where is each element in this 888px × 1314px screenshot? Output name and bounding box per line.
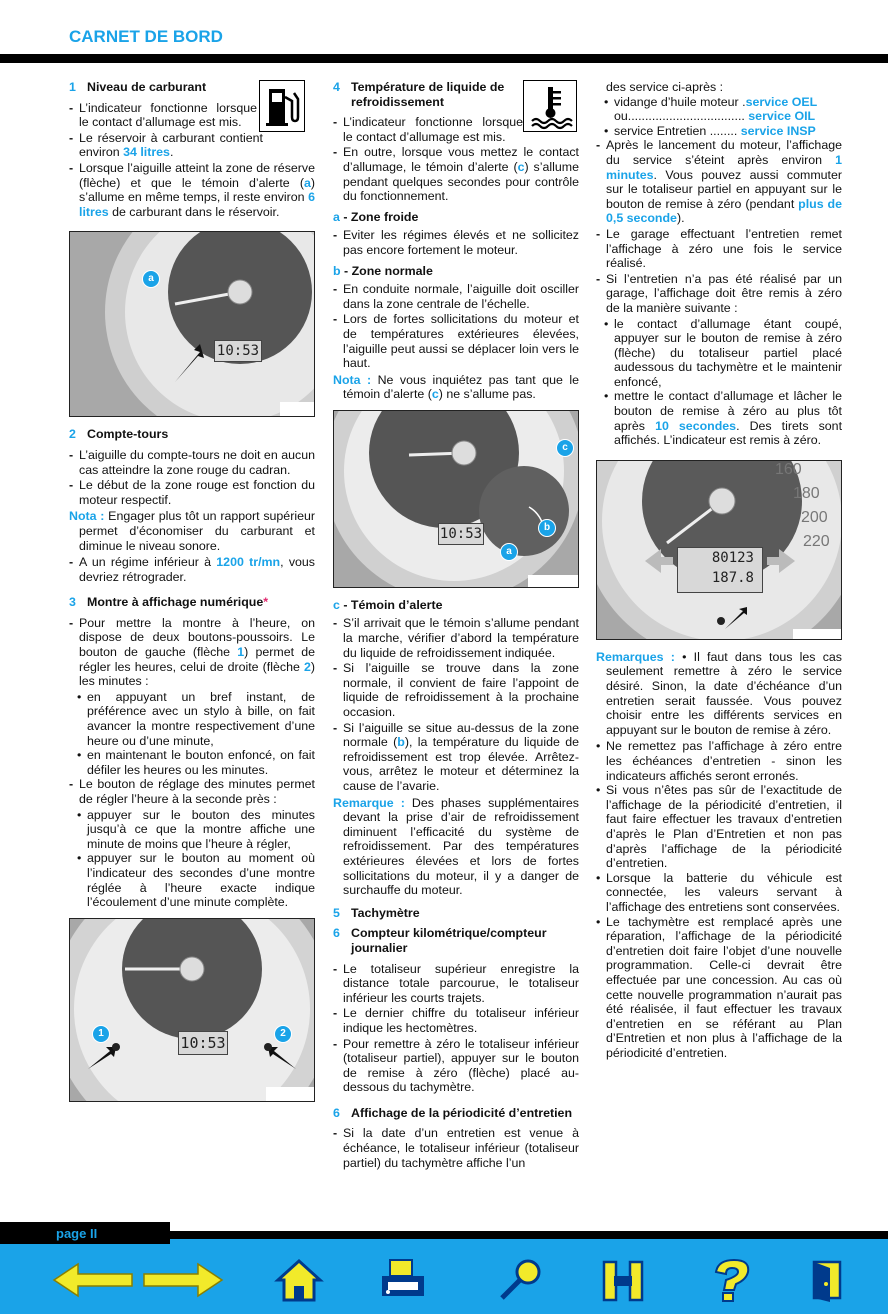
list-item: - L’aiguille du compte-tours ne doit en aucun cas atteindre la zone rouge du cadran.: [69, 448, 315, 477]
bullet: • Si vous n’êtes pas sûr de l’exactitude de l’affichage de la périodicité d’entretien, il faut faire effectuer les travaux d’entretien d’après le Plan d’Entretien et non pas d’après l’affichage de la périodicité d’entretien.: [596, 783, 842, 871]
arrow-left-icon[interactable]: [52, 1258, 134, 1302]
callout-c: c: [556, 439, 574, 457]
section-4-heading: 4 Température de liquide de refroidissement: [333, 80, 505, 109]
list-item: - Si l’aiguille se situe au-dessus de la zone normale (b), la température du liquide de refroidissement est trop élevée. Arrêtez-vous, arrêtez le moteur et déterminez la cause de l’avarie.: [333, 721, 579, 794]
page-title: CARNET DE BORD: [69, 27, 223, 46]
clock-display: 10:53: [178, 1031, 228, 1055]
callout-b: b: [538, 519, 556, 537]
list-item: - En conduite normale, l’aiguille doit osciller dans la zone centrale de l’échelle.: [333, 282, 579, 311]
fuel-gauge-photo: [69, 231, 315, 417]
section-3-heading: 3 Montre à affichage numérique*: [69, 595, 269, 610]
list-item: - Le réservoir à carburant contient environ 34 litres.: [69, 131, 263, 160]
bullet: • Lorsque la batterie du véhicule est connectée, les valeurs servant à l’affichage des entretiens sont conservées.: [596, 871, 842, 915]
list-item: - Le début de la zone rouge est fonction du moteur respectif.: [69, 478, 315, 507]
zone-b-heading: b - Zone normale: [333, 263, 433, 278]
column-3: [596, 80, 842, 1060]
list-item: - Si l’entretien n’a pas été réalisé par un garage, l’affichage doit être remis à zéro de la manière suivante :: [596, 272, 842, 316]
section-6b-heading: 6 Affichage de la périodicité d’entretien: [333, 1105, 573, 1120]
note: Nota : Engager plus tôt un rapport supérieur permet d’économiser du carburant et diminue le niveau sonore.: [69, 509, 315, 553]
search-icon[interactable]: [496, 1258, 546, 1302]
list-item: - L’indicateur fonctionne lorsque le contact d’allumage est mis.: [69, 101, 257, 130]
list-item: - A un régime inférieur à 1200 tr/mn, vous devriez rétrograder.: [69, 555, 315, 584]
callout-2: 2: [274, 1025, 292, 1043]
list-item: - S’il arrivait que le témoin s’allume pendant la marche, vérifier d’abord la température du liquide de refroidissement indiquée.: [333, 616, 579, 660]
bullet: • appuyer sur le bouton des minutes jusqu’à ce que la montre affiche une minute de moins que l’heure à régler,: [69, 808, 315, 852]
odometer-photo: [596, 460, 842, 640]
printer-icon[interactable]: [378, 1258, 428, 1302]
tick-label: 220: [803, 532, 830, 550]
list-item: - Si l’aiguille se trouve dans la zone normale, il convient de faire l’appoint de liquide de refroidissement à la prochaine occasion.: [333, 661, 579, 719]
column-2: [333, 80, 579, 1171]
bullet: • Le tachymètre est remplacé après une réparation, l’affichage de la périodicité d’entretien doit faire l’objet d’une nouvelle programmation. Celle-ci devrait être effectuée par une concession. Au cas où cette nouvelle programmation n’aurait pas été réalisée, il faut effectuer les travaux d’entretien en se référant au Plan d’Entretien et non plus à l’affichage de la périodicité d’entretien.: [596, 915, 842, 1061]
help-icon[interactable]: [706, 1258, 756, 1302]
clock-display: 10:53: [438, 523, 484, 545]
list-item: - L’indicateur fonctionne lorsque le contact d’allumage est mis.: [333, 115, 523, 144]
odometer-display: [677, 547, 763, 593]
list-item: - Le bouton de réglage des minutes permet de régler l’heure à la seconde près :: [69, 777, 315, 806]
section-1-heading: 1 Niveau de carburant: [69, 80, 207, 94]
footer-rule: [170, 1231, 888, 1239]
list-item: - Lorsque l’aiguille atteint la zone de réserve (flèche) et que le témoin d’alerte (a) s’allume en même temps, il reste environ 6 litres de carburant dans le réservoir.: [69, 161, 315, 219]
callout-a: a: [142, 270, 160, 288]
page-number: page II: [0, 1222, 170, 1244]
list-item: - Pour remettre à zéro le totaliseur inférieur (totaliseur partiel), appuyer sur le bouton de remise à zéro (flèche) placé au-dessous du tachymètre.: [333, 1037, 579, 1095]
bullet-continued: ou.................................. service OIL: [614, 109, 816, 124]
bullet: • en appuyant un bref instant, de préférence avec un stylo à bille, on fait avancer la montre respectivement d’une heure ou d’une minute,: [69, 690, 315, 748]
index-icon[interactable]: [600, 1258, 650, 1302]
zone-a-heading: a - Zone froide: [333, 209, 419, 224]
arrow-right-icon[interactable]: [142, 1258, 224, 1302]
fuel-pump-icon: [259, 80, 305, 132]
list-item: - Le totaliseur supérieur enregistre la distance totale parcourue, le totaliseur inférieur les courts trajets.: [333, 962, 579, 1006]
list-item: - Le dernier chiffre du totaliseur inférieur indique les hectomètres.: [333, 1006, 579, 1035]
tick-label: 180: [793, 484, 820, 502]
list-item: - Le garage effectuant l’entretien remet l’affichage à zéro une fois le service réalisé.: [596, 227, 842, 271]
callout-1: 1: [92, 1025, 110, 1043]
list-item: - Pour mettre la montre à l’heure, on dispose de deux boutons-poussoirs. Le bouton de gauche (flèche 1) permet de régler les heures, celui de droite (flèche 2) les minutes :: [69, 616, 315, 689]
column-1: [69, 80, 315, 1112]
list-item: - En outre, lorsque vous mettez le contact d’allumage, le témoin d’alerte (c) s’allume pendant quelques secondes pour contrôle du fonctionnement.: [333, 145, 579, 203]
callout-a: a: [500, 543, 518, 561]
note: Remarque : Des phases supplémentaires devant la prise d’air de refroidissement diminuent l’efficacité du système de refroidissement. Par des températures extérieures élevées et lors de fortes sollicitations du moteur, il y a danger de surchauffe du moteur.: [333, 795, 580, 898]
remarks: Remarques : • Il faut dans tous les cas seulement remettre à zéro le service désiré. Sinon, la date d’échéance d’un entretien serait faussée. Vous pouvez choisir entre les différents services en appuyant sur le bouton de remise à zéro.: [596, 649, 842, 737]
exit-icon[interactable]: [806, 1258, 846, 1302]
clock-buttons-photo: [69, 918, 315, 1102]
home-icon[interactable]: [274, 1258, 324, 1302]
odometer-total: 80123: [711, 549, 754, 566]
bullet: • Ne remettez pas l’affichage à zéro entre les échéances d’entretien - sinon les indicateurs affichés seront erronés.: [596, 739, 842, 783]
coolant-temperature-icon: [523, 80, 577, 132]
list-item: - Lors de fortes sollicitations du moteur et de températures extérieures élevées, l’aiguille peut aussi se déplacer loin vers le haut.: [333, 312, 579, 370]
section-5-heading: 5 Tachymètre: [333, 905, 420, 920]
continued-text: des service ci-après :: [606, 80, 724, 94]
section-6-heading: 6 Compteur kilométrique/compteur journalier: [333, 926, 547, 955]
bullet: • le contact d’allumage étant coupé, appuyer sur le bouton de remise à zéro (flèche) du totaliseur partiel placé audessous du tachymètre et le maintenir enfoncé,: [596, 317, 842, 390]
list-item: - Après le lancement du moteur, l’affichage du service s’éteint après environ 1 minutes. Vous pouvez aussi commuter sur le totaliseur partiel en appuyant sur le bouton de remise à zéro (pendant plus de 0,5 seconde).: [596, 138, 842, 226]
tick-label: 160: [775, 460, 802, 478]
odometer-trip: 187.8: [711, 569, 754, 586]
tick-label: 200: [801, 508, 828, 526]
zone-c-heading: c - Témoin d’alerte: [333, 597, 443, 612]
bullet: • vidange d’huile moteur .service OEL: [604, 95, 842, 110]
list-item: - Eviter les régimes élevés et ne sollicitez pas encore fortement le moteur.: [333, 228, 579, 257]
note: Nota : Ne vous inquiétez pas tant que le témoin d’alerte (c) ne s’allume pas.: [333, 372, 580, 402]
section-2-heading: 2 Compte-tours: [69, 427, 169, 442]
bullet: • mettre le contact d’allumage et lâcher le bouton de remise à zéro au plus tôt après 10 secondes. Des tirets sont affichés. L’indicateur est remis à zéro.: [596, 389, 842, 447]
list-item: - Si la date d’un entretien est venue à échéance, le totaliseur inférieur (totaliseur partiel) du tachymètre affiche l’un: [333, 1126, 579, 1170]
bullet: • en maintenant le bouton enfoncé, on fait défiler les heures ou les minutes.: [69, 748, 315, 777]
header-bar: [0, 54, 888, 63]
clock-display: 10:53: [214, 340, 262, 362]
bullet: • service Entretien ........ service INSP: [604, 124, 842, 139]
bullet: • appuyer sur le bouton au moment où l’indicateur des secondes d’une montre réglée à l’heure exacte indique l’écoulement d’une minute complète.: [69, 851, 315, 909]
temperature-gauge-photo: [333, 410, 579, 588]
